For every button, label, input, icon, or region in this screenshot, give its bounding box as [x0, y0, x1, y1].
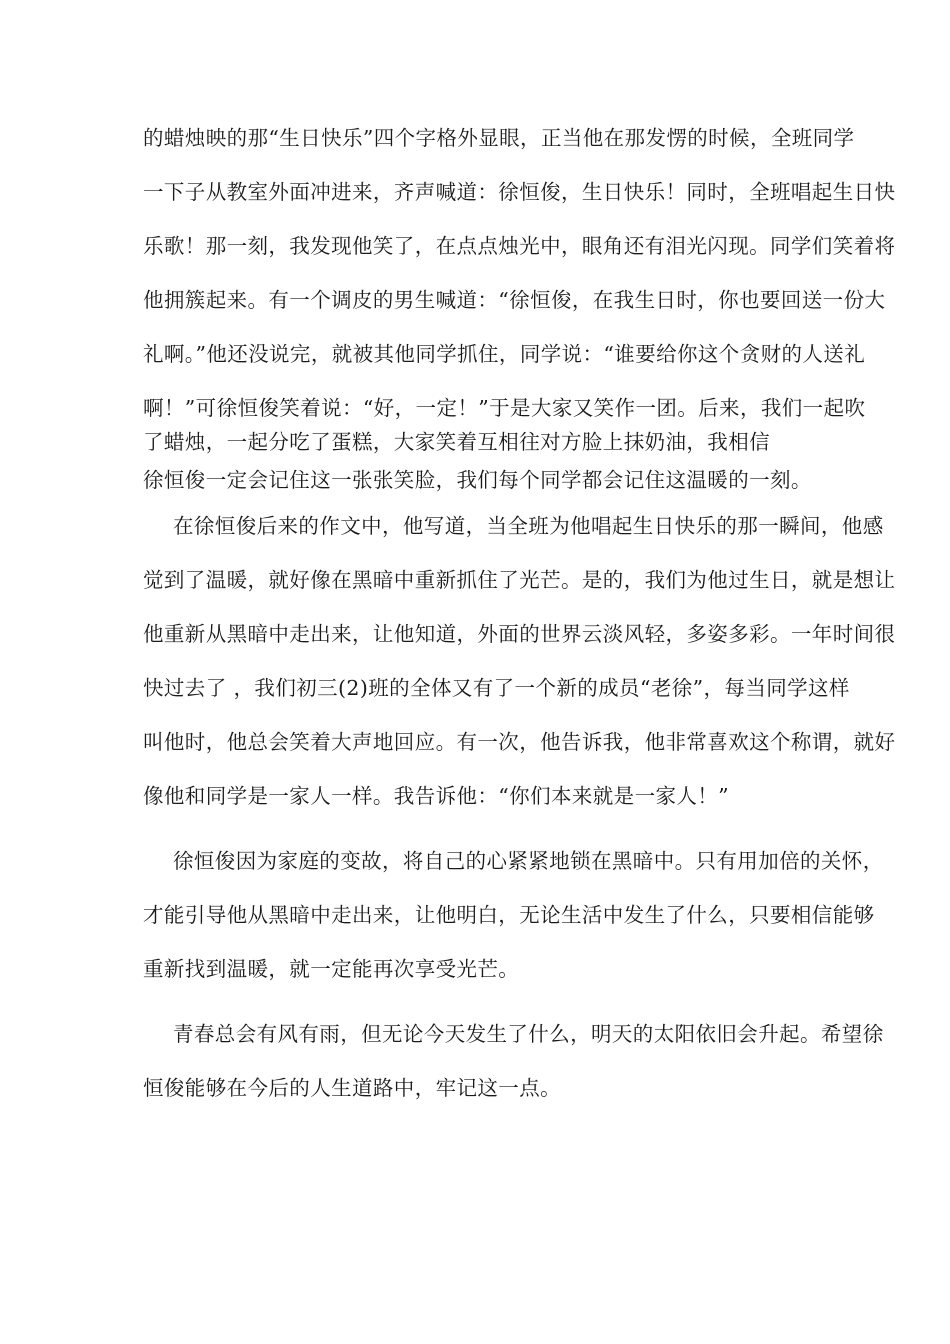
- text-line: 徐恒俊一定会记住这一张张笑脸，我们每个同学都会记住这温暖的一刻。: [143, 468, 812, 492]
- text-line: 乐歌！那一刻，我发现他笑了，在点点烛光中，眼角还有泪光闪现。同学们笑着将: [143, 234, 896, 258]
- text-line: 快过去了 ，我们初三(2)班的全体又有了一个新的成员“老徐”，每当同学这样: [143, 676, 850, 700]
- text-line: 了蜡烛，一起分吃了蛋糕，大家笑着互相往对方脸上抹奶油，我相信: [143, 430, 770, 454]
- text-line: 一下子从教室外面冲进来，齐声喊道：徐恒俊，生日快乐！同时，全班唱起生日快: [143, 180, 896, 204]
- paragraph-start-line: 在徐恒俊后来的作文中，他写道，当全班为他唱起生日快乐的那一瞬间，他感: [173, 514, 884, 538]
- text-line: 重新找到温暖，就一定能再次享受光芒。: [143, 957, 520, 981]
- text-line: 的蜡烛映的那“生日快乐”四个字格外显眼，正当他在那发愣的时候，全班同学: [143, 126, 855, 150]
- paragraph-start-line: 青春总会有风有雨，但无论今天发生了什么，明天的太阳依旧会升起。希望徐: [173, 1022, 884, 1046]
- text-line: 他重新从黑暗中走出来，让他知道，外面的世界云淡风轻，多姿多彩。一年时间很: [143, 622, 896, 646]
- text-line: 啊！”可徐恒俊笑着说：“好，一定！”于是大家又笑作一团。后来，我们一起吹: [143, 396, 866, 420]
- text-line: 觉到了温暖，就好像在黑暗中重新抓住了光芒。是的，我们为他过生日，就是想让: [143, 568, 896, 592]
- text-line: 恒俊能够在今后的人生道路中，牢记这一点。: [143, 1076, 561, 1100]
- text-line: 才能引导他从黑暗中走出来，让他明白，无论生活中发生了什么，只要相信能够: [143, 903, 875, 927]
- paragraph-start-line: 徐恒俊因为家庭的变故，将自己的心紧紧地锁在黑暗中。只有用加倍的关怀，: [173, 849, 884, 873]
- text-line: 叫他时，他总会笑着大声地回应。有一次，他告诉我，他非常喜欢这个称谓，就好: [143, 730, 896, 754]
- text-line: 他拥簇起来。有一个调皮的男生喊道：“徐恒俊，在我生日时，你也要回送一份大: [143, 288, 886, 312]
- text-line: 礼啊。”他还没说完，就被其他同学抓住，同学说：“谁要给你这个贪财的人送礼: [143, 342, 866, 366]
- text-line: 像他和同学是一家人一样。我告诉他：“你们本来就是一家人！”: [143, 784, 730, 808]
